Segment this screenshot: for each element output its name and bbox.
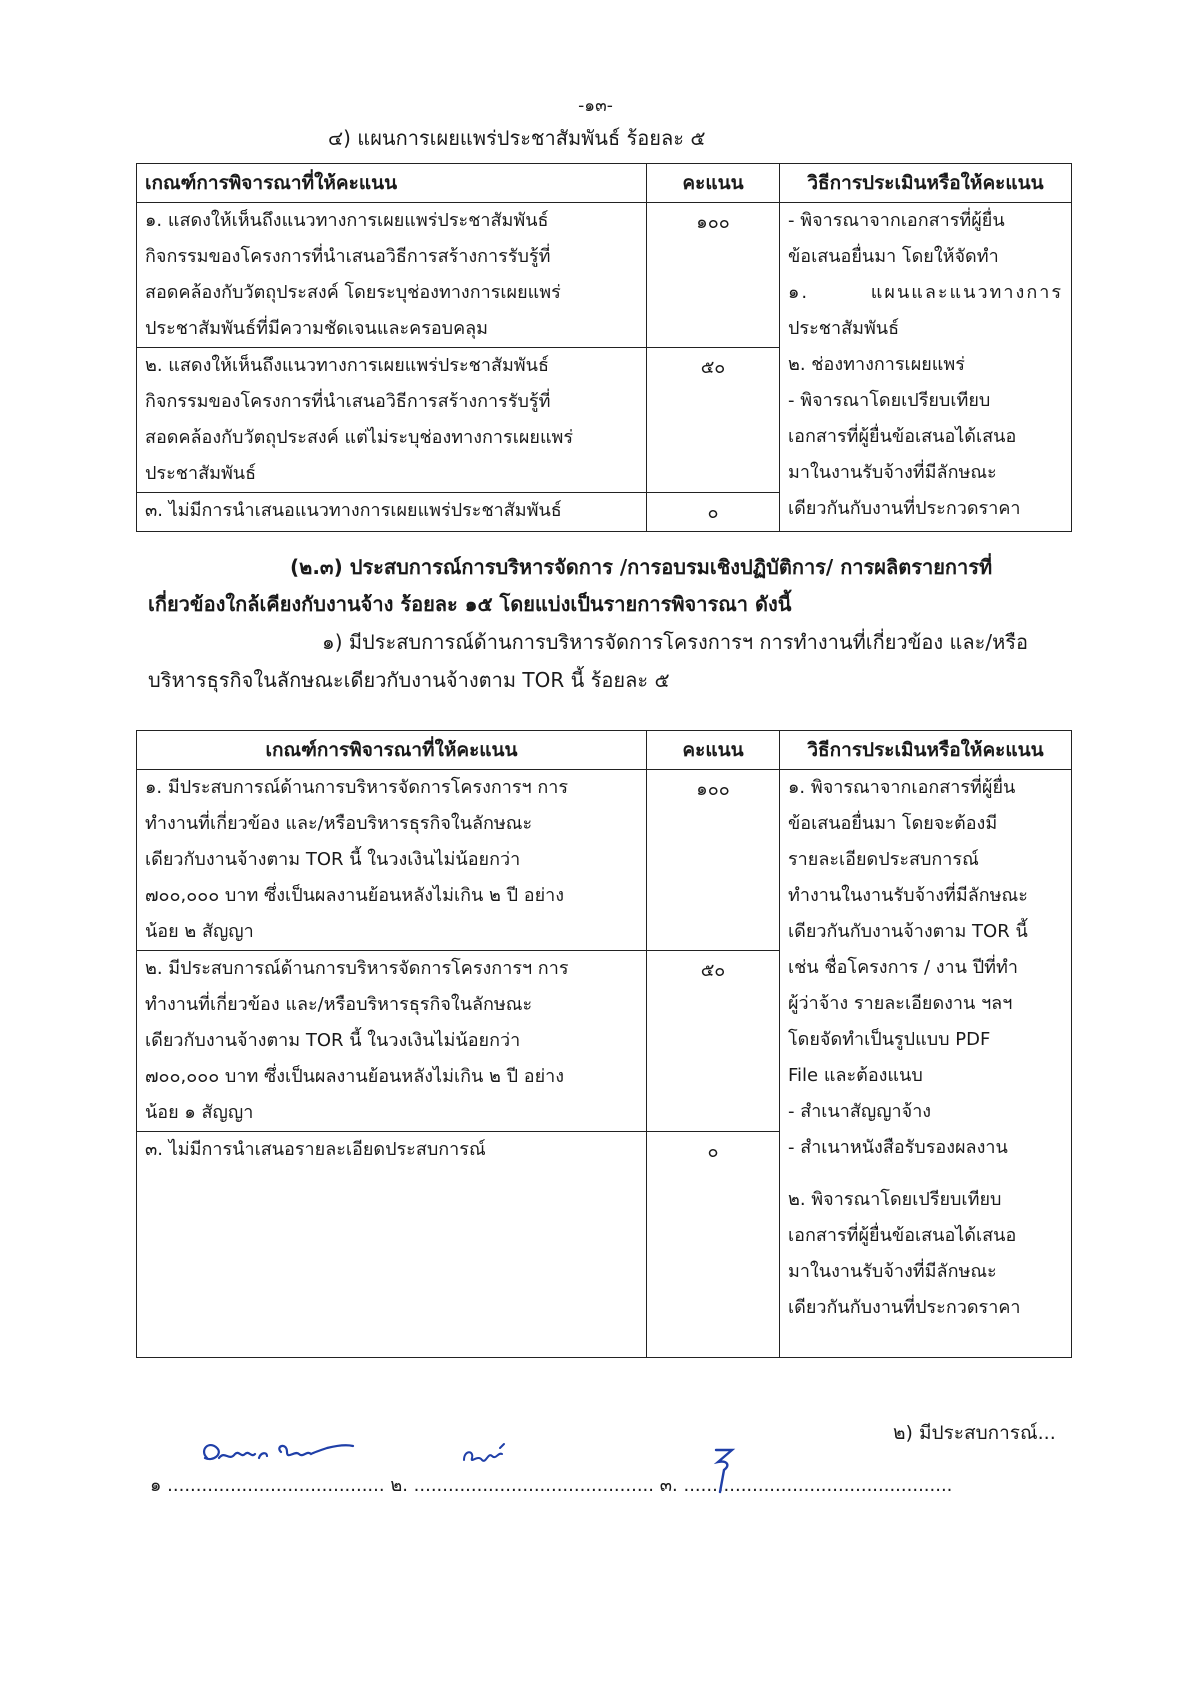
- method-line: - สำเนาหนังสือรับรองผลงาน: [788, 1137, 1008, 1158]
- criteria-cell: [137, 203, 647, 348]
- signer-1-line: ......................................: [167, 1475, 385, 1496]
- header-criteria: เกณฑ์การพิจารณาที่ให้คะแนน: [137, 731, 647, 770]
- method-spacer: [788, 1166, 1063, 1182]
- method-line: ทำงานในงานรับจ้างที่มีลักษณะ: [788, 885, 1028, 906]
- criteria-line: กิจกรรมของโครงการที่นำเสนอวิธีการสร้างการรับรู้ที่: [145, 246, 551, 267]
- method-line: เช่น ชื่อโครงการ / งาน ปีที่ทำ: [788, 957, 1018, 978]
- method-line: ข้อเสนอยื่นมา โดยจะต้องมี: [788, 813, 998, 834]
- criteria-line: สอดคล้องกับวัตถุประสงค์ โดยระบุช่องทางการเผยแพร่: [145, 282, 561, 303]
- header-criteria: เกณฑ์การพิจารณาที่ให้คะแนน: [137, 164, 647, 203]
- criteria-table-experience: [136, 730, 1072, 1358]
- method-cell: [780, 203, 1072, 532]
- handwritten-signature-1: [195, 1428, 365, 1478]
- method-line: ๒. พิจารณาโดยเปรียบเทียบ: [788, 1189, 1002, 1210]
- method-line: มาในงานรับจ้างที่มีลักษณะ: [788, 1261, 997, 1282]
- criteria-line: ทำงานที่เกี่ยวข้อง และ/หรือบริหารธุรกิจในลักษณะ: [145, 994, 533, 1015]
- criteria-line: ๓. ไม่มีการนำเสนอแนวทางการเผยแพร่ประชาสัมพันธ์: [145, 500, 562, 521]
- method-line: เดียวกันกับงานที่ประกวดราคา: [788, 1297, 1021, 1318]
- signer-2-label: ๒.: [390, 1475, 408, 1496]
- method-line: เอกสารที่ผู้ยื่นข้อเสนอได้เสนอ: [788, 1225, 1017, 1246]
- score-cell: ๐: [647, 1132, 780, 1358]
- method-line: ประชาสัมพันธ์: [788, 318, 900, 339]
- handwritten-signature-2: [458, 1440, 518, 1470]
- page-number: -๑๓-: [578, 96, 613, 116]
- method-cell: [780, 770, 1072, 1358]
- score-cell: ๑๐๐: [647, 203, 780, 348]
- table-header-row: [137, 164, 1072, 203]
- section23-sub1-line1: ๑) มีประสบการณ์ด้านการบริหารจัดการโครงการฯ การทำงานที่เกี่ยวข้อง และ/หรือ: [322, 630, 1029, 654]
- method-line: ๑. พิจารณาจากเอกสารที่ผู้ยื่น: [788, 777, 1016, 798]
- criteria-table-publicity: [136, 163, 1072, 532]
- method-line: เดียวกันกับงานจ้างตาม TOR นี้: [788, 921, 1028, 942]
- signer-3-line: ...............................................: [683, 1475, 953, 1496]
- method-line: โดยจัดทำเป็นรูปแบบ PDF: [788, 1029, 991, 1050]
- criteria-line: ๒. มีประสบการณ์ด้านการบริหารจัดการโครงการฯ การ: [145, 958, 569, 979]
- handwritten-signature-3: [710, 1442, 740, 1497]
- section4-title: ๔) แผนการเผยแพร่ประชาสัมพันธ์ ร้อยละ ๕: [328, 126, 706, 150]
- score-cell: ๕๐: [647, 348, 780, 493]
- header-score: คะแนน: [647, 164, 780, 203]
- criteria-line: ทำงานที่เกี่ยวข้อง และ/หรือบริหารธุรกิจในลักษณะ: [145, 813, 533, 834]
- criteria-cell: [137, 770, 647, 951]
- criteria-line: น้อย ๑ สัญญา: [145, 1102, 254, 1123]
- criteria-line: สอดคล้องกับวัตถุประสงค์ แต่ไม่ระบุช่องทางการเผยแพร่: [145, 427, 574, 448]
- section23-line2: เกี่ยวข้องใกล้เคียงกับงานจ้าง ร้อยละ ๑๕ โดยแบ่งเป็นรายการพิจารณา ดังนี้: [148, 592, 792, 616]
- method-line: ข้อเสนอยื่นมา โดยให้จัดทำ: [788, 246, 999, 267]
- criteria-cell: [137, 348, 647, 493]
- table-row: [137, 770, 1072, 951]
- next-page-indicator: ๒) มีประสบการณ์...: [893, 1422, 1056, 1444]
- method-line: File และต้องแนบ: [788, 1065, 923, 1086]
- criteria-cell: [137, 493, 647, 532]
- section23-sub1-line2: บริหารธุรกิจในลักษณะเดียวกับงานจ้างตาม TOR นี้ ร้อยละ ๕: [148, 668, 670, 692]
- signer-1-label: ๑: [150, 1475, 162, 1496]
- score-cell: ๐: [647, 493, 780, 532]
- header-method: วิธีการประเมินหรือให้คะแนน: [780, 164, 1072, 203]
- criteria-line: เดียวกับงานจ้างตาม TOR นี้ ในวงเงินไม่น้อยกว่า: [145, 849, 521, 870]
- criteria-line: ๑. แสดงให้เห็นถึงแนวทางการเผยแพร่ประชาสัมพันธ์: [145, 210, 549, 231]
- signer-2-line: ..........................................: [413, 1475, 654, 1496]
- criteria-line: ๗๐๐,๐๐๐ บาท ซึ่งเป็นผลงานย้อนหลังไม่เกิน ๒ ปี อย่าง: [145, 885, 565, 906]
- criteria-line: ประชาสัมพันธ์: [145, 463, 257, 484]
- method-line: มาในงานรับจ้างที่มีลักษณะ: [788, 462, 997, 483]
- criteria-line: ประชาสัมพันธ์ที่มีความชัดเจนและครอบคลุม: [145, 318, 489, 339]
- method-line: เอกสารที่ผู้ยื่นข้อเสนอได้เสนอ: [788, 426, 1017, 447]
- method-line: ๒. ช่องทางการเผยแพร่: [788, 354, 965, 375]
- score-cell: ๑๐๐: [647, 770, 780, 951]
- criteria-line: ๓. ไม่มีการนำเสนอรายละเอียดประสบการณ์: [145, 1139, 486, 1160]
- criteria-line: ๑. มีประสบการณ์ด้านการบริหารจัดการโครงการฯ การ: [145, 777, 569, 798]
- method-line: - พิจารณาโดยเปรียบเทียบ: [788, 390, 991, 411]
- criteria-line: ๒. แสดงให้เห็นถึงแนวทางการเผยแพร่ประชาสัมพันธ์: [145, 355, 549, 376]
- section23-line1: (๒.๓) ประสบการณ์การบริหารจัดการ /การอบรมเชิงปฏิบัติการ/ การผลิตรายการที่: [290, 555, 993, 579]
- score-cell: ๕๐: [647, 951, 780, 1132]
- header-method: วิธีการประเมินหรือให้คะแนน: [780, 731, 1072, 770]
- table-header-row: [137, 731, 1072, 770]
- criteria-line: เดียวกับงานจ้างตาม TOR นี้ ในวงเงินไม่น้อยกว่า: [145, 1030, 521, 1051]
- method-line: - สำเนาสัญญาจ้าง: [788, 1101, 932, 1122]
- method-line: ๑. แผนและแนวทางการ: [788, 282, 1063, 303]
- table-row: [137, 203, 1072, 348]
- method-line: รายละเอียดประสบการณ์: [788, 849, 979, 870]
- criteria-cell: [137, 951, 647, 1132]
- criteria-line: กิจกรรมของโครงการที่นำเสนอวิธีการสร้างการรับรู้ที่: [145, 391, 551, 412]
- method-line: ผู้ว่าจ้าง รายละเอียดงาน ฯลฯ: [788, 993, 1013, 1014]
- method-line: - พิจารณาจากเอกสารที่ผู้ยื่น: [788, 210, 1005, 231]
- criteria-line: น้อย ๒ สัญญา: [145, 921, 254, 942]
- header-score: คะแนน: [647, 731, 780, 770]
- method-line: เดียวกันกับงานที่ประกวดราคา: [788, 498, 1021, 519]
- criteria-line: ๗๐๐,๐๐๐ บาท ซึ่งเป็นผลงานย้อนหลังไม่เกิน ๒ ปี อย่าง: [145, 1066, 565, 1087]
- signer-3-label: ๓.: [659, 1475, 678, 1496]
- criteria-cell: [137, 1132, 647, 1358]
